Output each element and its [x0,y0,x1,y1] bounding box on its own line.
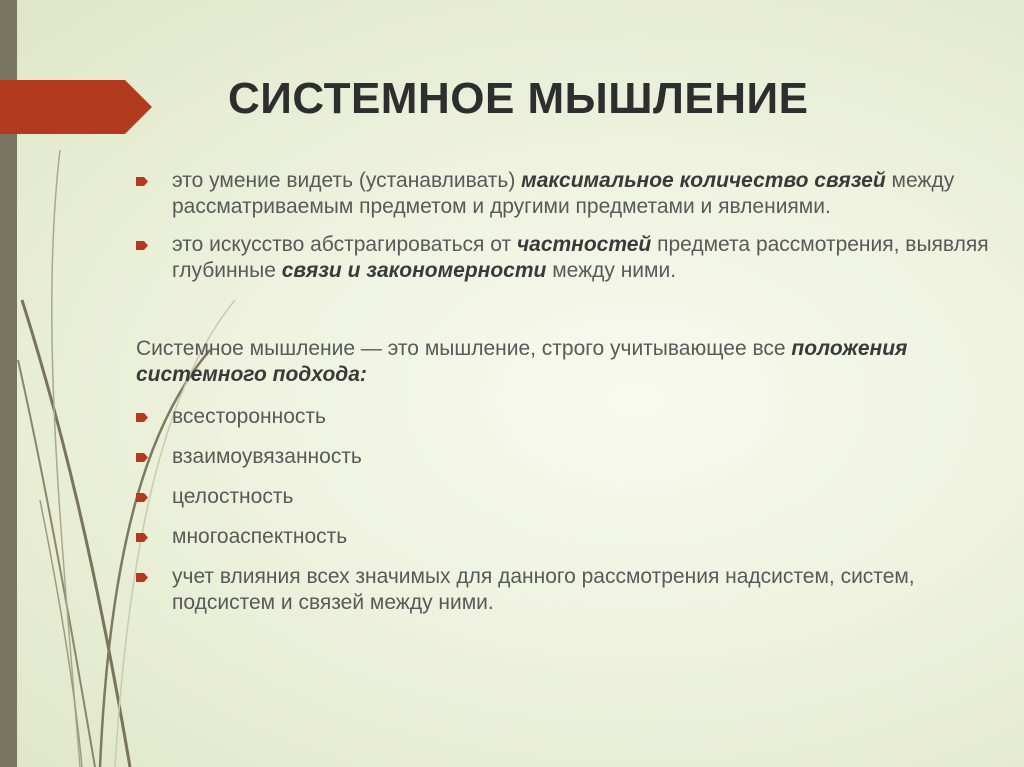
definition-2-emphasis-1: частностей [516,233,652,256]
definition-list [136,168,996,284]
definition-2-emphasis-2: связи и закономерности [281,259,547,282]
definition-1-tail: между рассматриваемым предметом и другими предметами и явлениями. [172,169,955,218]
principle-item [136,524,996,550]
principle-label: всесторонность [172,405,326,428]
principles-list [136,404,996,616]
arrow-bullet-icon [136,177,148,186]
definition-1-emphasis: максимальное количество связей [521,169,886,192]
title-accent-arrow [0,80,152,134]
principle-item [136,444,996,470]
arrow-bullet-icon [136,493,148,502]
paragraph-text: Системное мышление — это мышление, строго учитывающее все [136,337,792,360]
principle-label: учет влияния всех значимых для данного рассмотрения надсистем, систем, подсистем и связей между ними. [172,565,915,614]
definition-1-text: это умение видеть (устанавливать) [172,169,522,192]
principle-item [136,404,996,430]
definition-item-1 [136,168,996,220]
definition-2-tail: между ними. [546,259,677,282]
paragraph-emphasis: положения системного подхода: [136,337,908,386]
principle-label: многоаспектность [172,525,348,548]
principle-item [136,484,996,510]
definition-2-text: это искусство абстрагироваться от [172,233,517,256]
arrow-bullet-icon [136,241,148,250]
definition-item-2 [136,232,996,284]
arrow-bullet-icon [136,573,148,582]
principle-label: взаимоувязанность [172,445,362,468]
arrow-bullet-icon [136,413,148,422]
slide-content [136,168,996,630]
arrow-bullet-icon [136,453,148,462]
definition-2-middle: предмета рассмотрения, выявляя глубинные [172,233,989,282]
slide-title: СИСТЕМНОЕ МЫШЛЕНИЕ [228,74,809,123]
systems-thinking-paragraph [136,336,996,388]
principle-label: целостность [172,485,294,508]
arrow-bullet-icon [136,533,148,542]
principle-item [136,564,996,616]
